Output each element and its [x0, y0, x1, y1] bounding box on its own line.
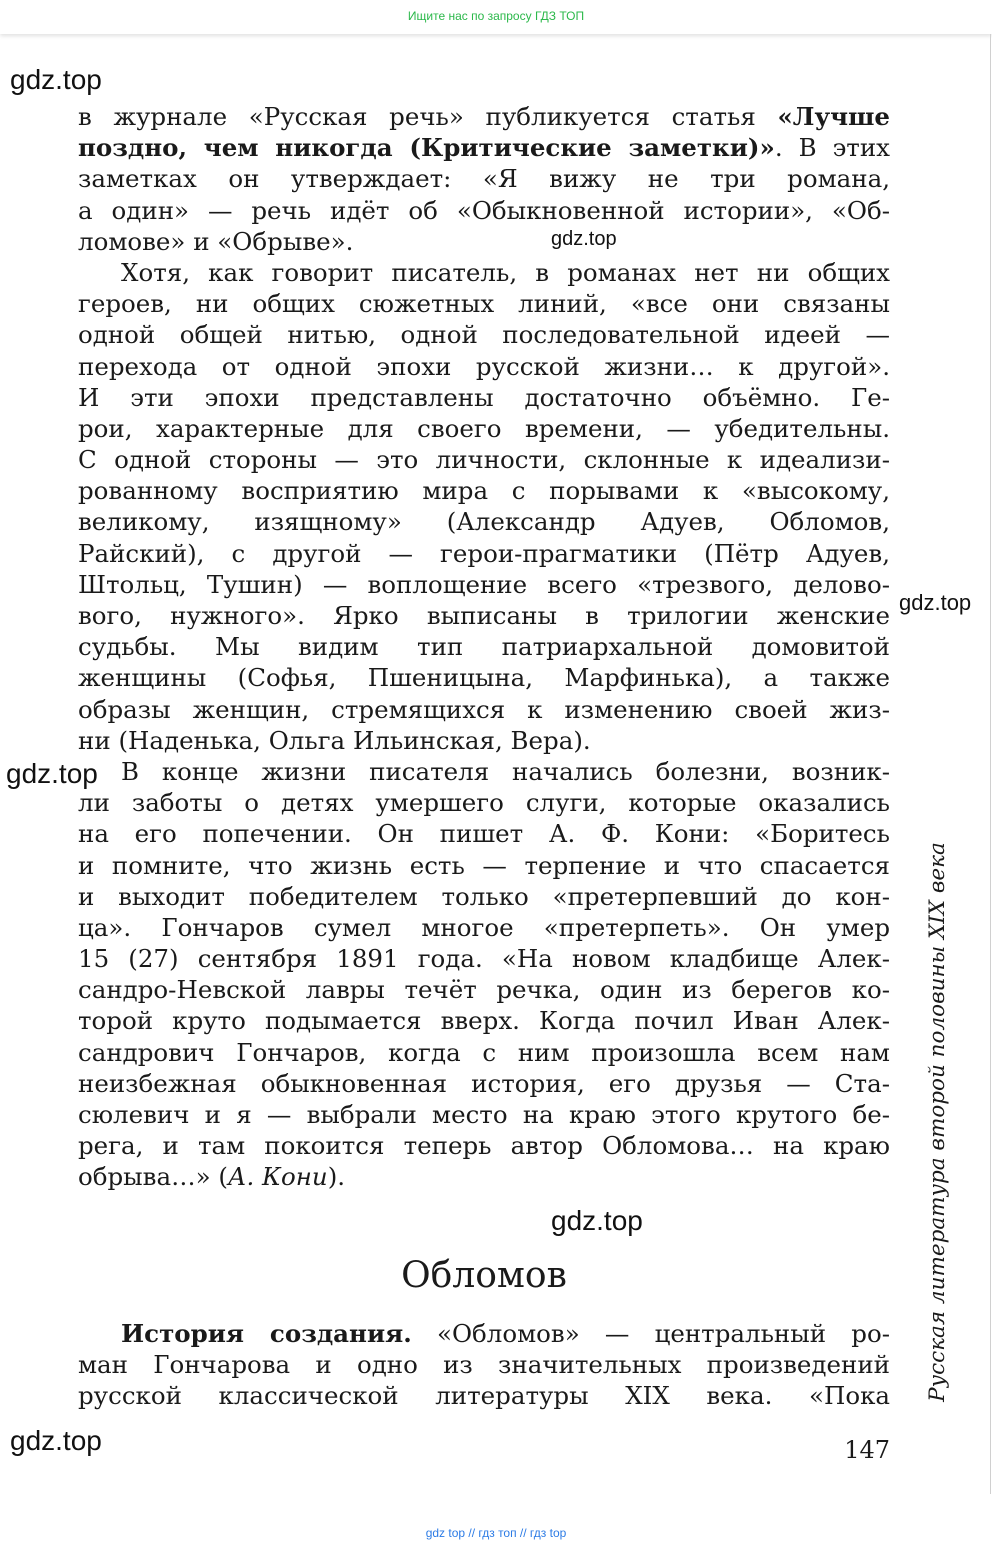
page-number: 147 — [844, 1436, 890, 1464]
text-line: образы женщин, стремящихся к изменению своей жиз- — [78, 694, 890, 724]
page-right-border — [990, 34, 991, 1494]
watermark: gdz.top — [10, 64, 102, 95]
text-line: судьбы. Мы видим тип патриархальной домовитой — [78, 632, 890, 662]
text-line: ни (Наденька, Ольга Ильинская, Вера). — [78, 725, 591, 755]
text-line: ли заботы о детях умершего слуги, которые оказались — [78, 788, 890, 818]
text-line: перехода от одной эпохи русской жизни… к другой». — [78, 351, 890, 381]
text-line: поздно, чем никогда (Критические заметки)». В этих — [78, 133, 890, 163]
watermark: gdz.top — [551, 1205, 643, 1236]
text-line: и помните, что жизнь есть — терпение и что спасается — [78, 850, 890, 880]
text-line: в журнале «Русская речь» публикуется статья «Лучше — [78, 102, 890, 131]
text-line: рои, характерные для своего времени, — убедительны. — [78, 413, 890, 443]
text-line: ца». Гончаров сумел многое «претерпеть». Он умер — [78, 912, 890, 942]
bottom-banner: gdz top // гдз топ // гдз top — [425, 1526, 567, 1540]
text-line: неизбежная обыкновенная история, его друзья — Ста- — [78, 1068, 890, 1098]
text-line: Хотя, как говорит писатель, в романах нет ни общих — [121, 257, 890, 287]
text-line: 15 (27) сентября 1891 года. «На новом кладбище Алек- — [78, 944, 890, 974]
watermark: gdz.top — [899, 590, 972, 615]
section-heading: Обломов — [401, 1255, 567, 1296]
text-line: рега, и там покоится теперь автор Обломова… на краю — [78, 1131, 890, 1161]
text-line: рованному восприятию мира с порывами к «высокому, — [78, 476, 890, 506]
watermark: gdz.top — [6, 758, 98, 789]
text-line: сандрович Гончаров, когда с ним произошла всем нам — [78, 1037, 890, 1067]
text-line: Штольц, Тушин) — воплощение всего «трезвого, делово- — [78, 569, 890, 599]
watermark: gdz.top — [10, 1425, 102, 1456]
text-line: И эти эпохи представлены достаточно объёмно. Ге- — [78, 382, 890, 412]
text-line: торой круто подымается вверх. Когда почил Иван Алек- — [78, 1006, 890, 1036]
text-line: С одной стороны — это личности, склонные к идеализи- — [78, 445, 890, 475]
text-line: одной общей нитью, одной последовательной идеей — — [78, 320, 890, 350]
side-caption: Русская литература второй половины XIX века — [925, 842, 950, 1402]
page-text-continued — [78, 1318, 890, 1412]
watermark: gdz.top — [551, 228, 617, 250]
text-line: обрыва…» (А. Кони). — [78, 1162, 346, 1192]
text-line: сюлевич и я — выбрали место на краю этого крутого бе- — [78, 1100, 890, 1129]
text-line: и выходит победителем только «претерпевший до кон- — [78, 881, 890, 911]
text-line: вого, нужного». Ярко выписаны в трилогии женские — [78, 601, 890, 630]
text-line: ман Гончарова и одно из значительных произведений — [78, 1350, 890, 1380]
text-line: заметках он утверждает: «Я вижу не три романа, — [78, 164, 890, 194]
text-line: Райский), с другой — герои-прагматики (Пётр Адуев, — [78, 538, 890, 568]
top-banner: Ищите нас по запросу ГДЗ ТОП — [0, 0, 992, 34]
text-line: а один» — речь идёт об «Обыкновенной истории», «Об- — [78, 195, 890, 225]
text-line: героев, ни общих сюжетных линий, «все они связаны — [78, 289, 890, 319]
text-line: на его попечении. Он пишет А. Ф. Кони: «Боритесь — [78, 819, 890, 849]
text-line: сандро-Невской лавры течёт речка, один из берегов ко- — [78, 975, 890, 1005]
text-line: русской классической литературы XIX века. «Пока — [78, 1381, 890, 1411]
text-line: женщины (Софья, Пшеницына, Марфинька), а также — [78, 663, 890, 693]
text-line: В конце жизни писателя начались болезни, возник- — [121, 756, 890, 786]
text-line: История создания. «Обломов» — центральный ро- — [121, 1319, 890, 1348]
text-line: ломове» и «Обрыве». — [78, 226, 354, 256]
page-text — [78, 101, 890, 1193]
text-line: великому, изящному» (Александр Адуев, Обломов, — [78, 507, 890, 537]
